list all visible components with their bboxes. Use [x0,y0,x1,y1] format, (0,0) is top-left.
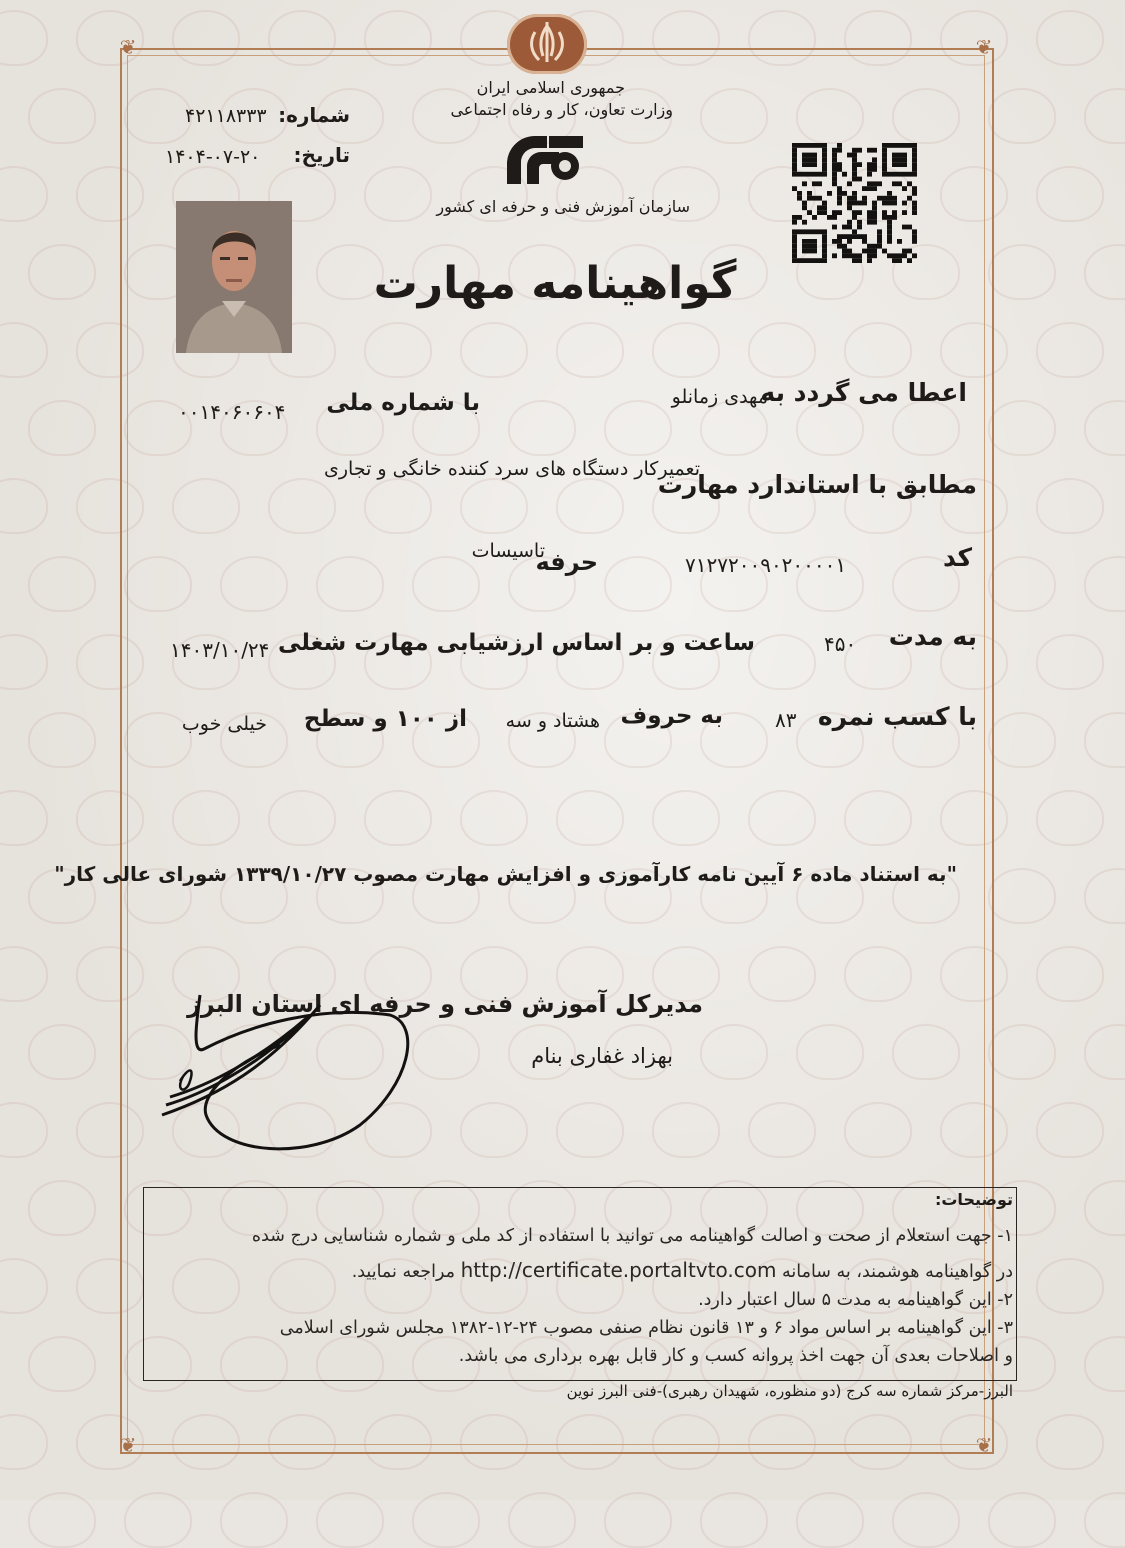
watermark-mark [508,1492,576,1548]
duration-hours: ۴۵۰ [824,632,857,656]
standard-code: ۷۱۲۷۲۰۰۹۰۲۰۰۰۰۱ [685,553,847,577]
corner-ornament-icon: ❦ [975,35,993,59]
watermark-mark [988,868,1056,924]
trade-value: تاسیسات [471,540,545,562]
signature-icon [160,985,420,1155]
watermark-mark [796,1492,864,1548]
notes-line-2-text: در گواهینامه هوشمند، به سامانه [782,1262,1013,1282]
notes-heading: توضیحات: [934,1190,1013,1209]
watermark-mark [28,400,96,456]
watermark-mark [1036,478,1104,534]
watermark-mark [1036,1102,1104,1158]
watermark-mark [1036,166,1104,222]
certificate-number: ۴۲۱۱۸۳۳۳ [185,105,267,127]
watermark-mark [1036,790,1104,846]
watermark-mark [1036,1258,1104,1314]
notes-line-2 [352,1258,1013,1282]
corner-ornament-icon: ❦ [975,1433,993,1457]
watermark-mark [28,244,96,300]
watermark-mark [28,1024,96,1080]
watermark-mark [700,1492,768,1548]
score-in-words-label: به حروف [620,703,723,729]
watermark-mark [1036,946,1104,1002]
watermark-mark [28,556,96,612]
country-name: جمهوری اسلامی ایران [476,78,625,97]
ministry-name: وزارت تعاون، کار و رفاه اجتماعی [450,100,673,119]
code-label: کد [943,543,972,572]
organization-name: سازمان آموزش فنی و حرفه ای کشور [436,197,690,216]
watermark-mark [28,1492,96,1548]
signatory-name: بهزاد غفاری بنام [531,1044,673,1068]
tvto-logo-icon [503,132,587,188]
legal-basis: "به استناد ماده ۶ آیین نامه کارآموزی و افزایش مهارت مصوب ۱۳۳۹/۱۰/۲۷ شورای عالی کار" [54,862,957,886]
standard-name: تعمیرکار دستگاه های سرد کننده خانگی و تجاری [324,458,700,480]
level-label: از ۱۰۰ و سطح [303,706,467,732]
date-label: تاریخ: [293,143,350,167]
score-label: با کسب نمره [817,702,977,731]
assessment-label: ساعت و بر اساس ارزشیابی مهارت شغلی [277,630,755,656]
awarded-to-label: اعطا می گردد به [760,378,967,407]
verification-url-link[interactable]: http://certificate.portaltvto.com [460,1258,777,1282]
watermark-mark [28,88,96,144]
watermark-mark [988,88,1056,144]
level-value: خیلی خوب [181,713,267,735]
watermark-mark [28,1336,96,1392]
watermark-mark [892,1492,960,1548]
watermark-mark [604,1492,672,1548]
score-value: ۸۳ [775,708,797,732]
qr-code-icon [790,142,918,264]
watermark-mark [1036,1414,1104,1470]
number-label: شماره: [278,103,350,127]
watermark-mark [988,1024,1056,1080]
watermark-mark [988,1492,1056,1548]
notes-line-3: ۲- این گواهینامه به مدت ۵ سال اعتبار دارد. [698,1290,1013,1310]
watermark-mark [28,712,96,768]
watermark-mark [124,1492,192,1548]
watermark-mark [1036,322,1104,378]
national-id: ۰۰۱۴۰۶۰۶۰۴ [178,400,286,424]
notes-line-5: و اصلاحات بعدی آن جهت اخذ پروانه کسب و کار قابل بهره برداری می باشد. [458,1346,1013,1366]
standard-label: مطابق با استاندارد مهارت [657,470,977,499]
signatory-position: مدیرکل آموزش فنی و حرفه ای استان البرز [187,990,703,1018]
notes-line-4: ۳- این گواهینامه بر اساس مواد ۶ و ۱۳ قانون نظام صنفی مصوب ۲۴-۱۲-۱۳۸۲ مجلس شورای اسلامی [279,1318,1013,1338]
assessment-date: ۱۴۰۳/۱۰/۲۴ [170,638,270,662]
certificate-date: ۱۴۰۴-۰۷-۲۰ [165,146,261,168]
duration-label: به مدت [888,622,977,651]
trade-label: حرفه [535,548,598,576]
watermark-mark [412,1492,480,1548]
watermark-mark [988,244,1056,300]
notes-line-2-end: مراجعه نمایید. [351,1262,456,1282]
watermark-mark [220,1492,288,1548]
certificate-title: گواهینامه مهارت [373,258,737,309]
watermark-mark [988,400,1056,456]
watermark-mark [28,1180,96,1236]
holder-photo [176,201,292,353]
corner-ornament-icon: ❦ [119,35,137,59]
iran-emblem-icon [507,14,587,74]
watermark-mark [1036,10,1104,66]
watermark-mark [316,1492,384,1548]
national-id-label: با شماره ملی [326,390,480,416]
watermark-mark [988,712,1056,768]
score-in-words: هشتاد و سه [505,710,600,732]
watermark-mark [1084,1492,1125,1548]
watermark-mark [1036,634,1104,690]
issuing-center: البرز-مرکز شماره سه کرج (دو منظوره، شهیدان رهبری)-فنی البرز نوین [566,1382,1013,1400]
watermark-mark [988,556,1056,612]
corner-ornament-icon: ❦ [119,1433,137,1457]
notes-line-1: ۱- جهت استعلام از صحت و اصالت گواهینامه می توانید با استفاده از کد ملی و شماره شناسایی درج شده [251,1226,1013,1246]
recipient-name: مهدی زمانلو [671,386,768,408]
